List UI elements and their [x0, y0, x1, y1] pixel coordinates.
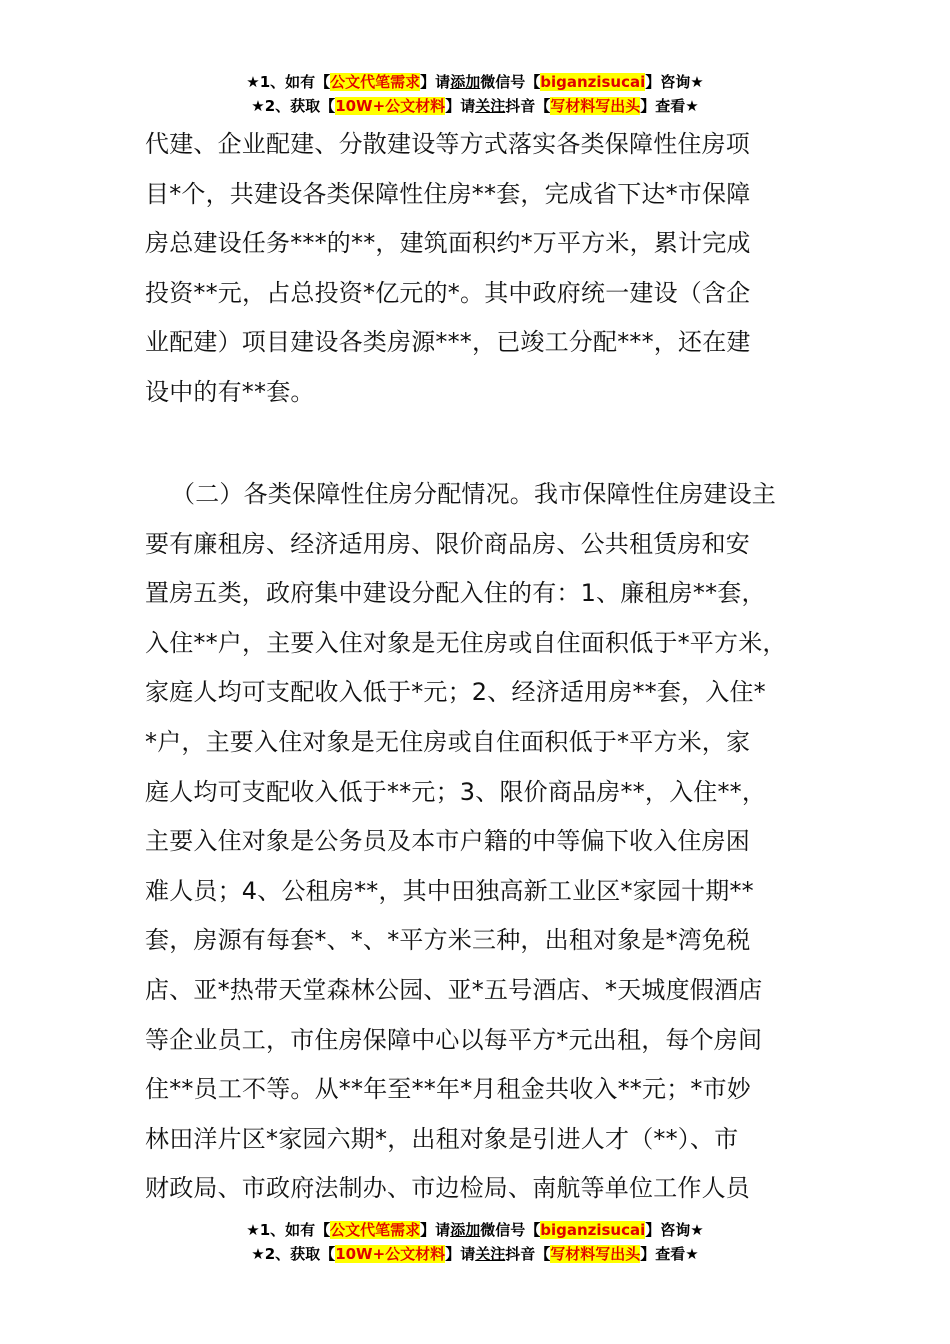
body-paragraph-1: [145, 120, 825, 418]
highlight-service: 公文代笔需求: [330, 73, 421, 91]
text-line: 主要入住对象是公务员及本市户籍的中等偏下收入住房困: [145, 827, 750, 856]
text-line: 目*个，共建设各类保障性住房**套，完成省下达*市保障: [145, 179, 751, 208]
text-line: （二）各类保障性住房分配情况。我市保障性住房建设主: [171, 480, 776, 508]
text-line: 要有廉租房、经济适用房、限价商品房、公共租赁房和安: [145, 529, 750, 558]
text-line: 套，房源有每套*、*、*平方米三种，出租对象是*湾免税: [145, 926, 751, 955]
header-banner: [0, 70, 950, 118]
text-line: *户，主要入住对象是无住房或自住面积低于*平方米，家: [145, 727, 751, 756]
text-line: 财政局、市政府法制办、市边检局、南航等单位工作人员: [145, 1174, 750, 1203]
body-paragraph-2: [145, 470, 825, 1214]
highlight-service: 公文代笔需求: [330, 1221, 421, 1239]
text-line: 代建、企业配建、分散建设等方式落实各类保障性住房项: [145, 130, 750, 158]
text-line: 投资**元，占总投资*亿元的*。其中政府统一建设（含企: [145, 278, 751, 307]
highlight-materials: 10W+公文材料: [335, 97, 446, 115]
banner-line-1: ★1、如有【公文代笔需求】请添加微信号【biganzisucai】咨询★: [246, 1221, 704, 1239]
text-line: 入住**户，主要入住对象是无住房或自住面积低于*平方米，: [145, 628, 787, 657]
highlight-materials: 10W+公文材料: [335, 1245, 446, 1263]
banner-line-2: ★2、获取【10W+公文材料】请关注抖音【写材料写出头】查看★: [251, 1245, 699, 1263]
footer-banner: [0, 1218, 950, 1266]
highlight-douyin-id: 写材料写出头: [550, 1245, 641, 1263]
text-line: 业配建）项目建设各类房源***，已竣工分配***，还在建: [145, 328, 751, 357]
highlight-wechat-id: biganzisucai: [540, 73, 646, 91]
text-line: 家庭人均可支配收入低于*元；2、经济适用房**套，入住*: [145, 678, 766, 707]
text-line: 难人员；4、公租房**，其中田独高新工业区*家园十期**: [145, 876, 754, 905]
text-line: 庭人均可支配收入低于**元；3、限价商品房**，入住**，: [145, 777, 767, 806]
banner-line-1: ★1、如有【公文代笔需求】请添加微信号【biganzisucai】咨询★: [246, 73, 704, 91]
text-line: 店、亚*热带天堂森林公园、亚*五号酒店、*天城度假酒店: [145, 975, 763, 1004]
text-line: 住**员工不等。从**年至**年*月租金共收入**元；*市妙: [145, 1075, 751, 1104]
banner-line-2: ★2、获取【10W+公文材料】请关注抖音【写材料写出头】查看★: [251, 97, 699, 115]
text-line: 等企业员工，市住房保障中心以每平方*元出租，每个房间: [145, 1025, 763, 1054]
text-line: 置房五类，政府集中建设分配入住的有：1、廉租房**套，: [145, 579, 766, 608]
text-line: 房总建设任务***的**，建筑面积约*万平方米，累计完成: [145, 229, 751, 258]
text-line: 设中的有**套。: [145, 377, 315, 406]
highlight-wechat-id: biganzisucai: [540, 1221, 646, 1239]
highlight-douyin-id: 写材料写出头: [550, 97, 641, 115]
text-line: 林田洋片区*家园六期*，出租对象是引进人才（**）、市: [145, 1124, 739, 1153]
